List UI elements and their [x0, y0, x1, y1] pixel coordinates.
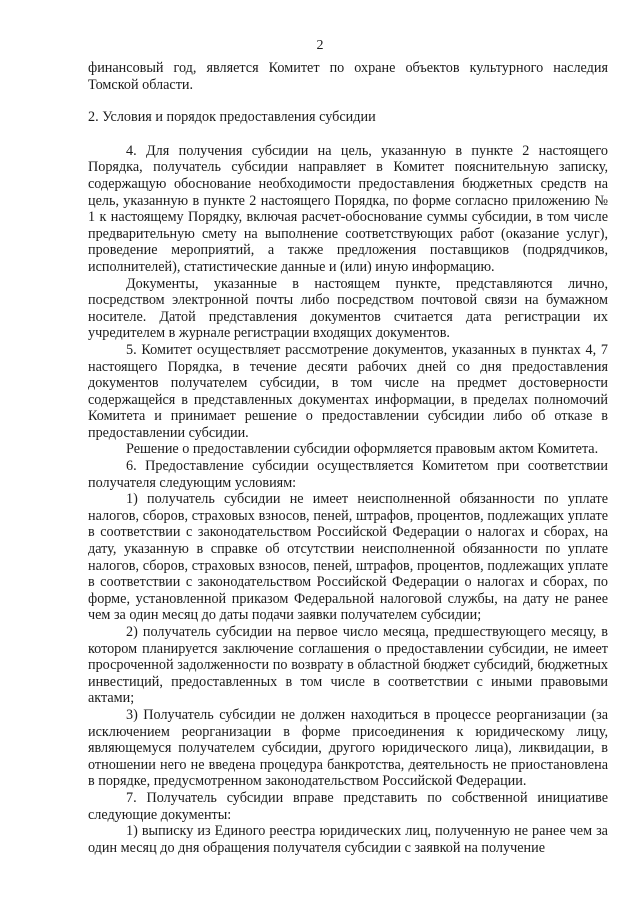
- paragraph-6: 6. Предоставление субсидии осуществляется Комитетом при соответствии получателя следующим условиям:: [88, 458, 608, 491]
- paragraph-5: 5. Комитет осуществляет рассмотрение документов, указанных в пунктах 4, 7 настоящего Порядка, в течение десяти рабочих дней со дня предоставления документов получателем субсидии, в том числе на предмет достоверности содержащейся в представленных документах информации, в пределах полномочий Комитета и принимает решение о предоставлении субсидии либо об отказе в предоставлении субсидии.: [88, 341, 608, 441]
- paragraph-4: 4. Для получения субсидии на цель, указанную в пункте 2 настоящего Порядка, получатель субсидии направляет в Комитет пояснительную записку, содержащую обоснование необходимости предоставления бюджетных средств на цель, указанную в пункте 2 настоящего Порядка, по форме согласно приложению № 1 к настоящему Порядку, включая расчет-обоснование суммы субсидии, в том числе предварительную смету на выполнение соответствующих работ (оказание услуг), проведение мероприятий, а также предложения поставщиков (подрядчиков, исполнителей), статистические данные и (или) иную информацию.: [88, 142, 608, 275]
- condition-3: 3) Получатель субсидии не должен находиться в процессе реорганизации (за исключением реорганизации в форме присоединения к юридическому лицу, являющемуся получателем субсидии, другого юридического лица), ликвидации, в отношении него не введена процедура банкротства, деятельность не приостановлена в порядке, предусмотренном законодательством Российской Федерации.: [88, 706, 608, 790]
- paragraph-decision: Решение о предоставлении субсидии оформляется правовым актом Комитета.: [126, 441, 599, 458]
- document-body: [88, 60, 608, 856]
- condition-1: 1) получатель субсидии не имеет неисполненной обязанности по уплате налогов, сборов, страховых взносов, пеней, штрафов, процентов, подлежащих уплате в соответствии с законодательством Российской Федерации о налогах и сборах, на дату, указанную в справке об отсутствии неисполненной обязанности по уплате налогов, сборов, страховых взносов, пеней, штрафов, процентов, подлежащих уплате в соответствии с законодательством Российской Федерации о налогах и сборах, по форме, установленной приказом Федеральной налоговой службы, на дату не ранее чем за один месяц до даты подачи заявки получателем субсидии;: [88, 491, 608, 624]
- paragraph-documents-submission: Документы, указанные в настоящем пункте, представляются лично, посредством электронной почты либо посредством почтовой связи на бумажном носителе. Датой представления документов считается дата регистрации их учредителем в журнале регистрации входящих документов.: [88, 275, 608, 342]
- condition-2: 2) получатель субсидии на первое число месяца, предшествующего месяцу, в котором планируется заключение соглашения о предоставлении субсидии, не имеет просроченной задолженности по возврату в областной бюджет субсидий, бюджетных инвестиций, предоставленных в том числе в соответствии с иными правовыми актами;: [88, 624, 608, 707]
- paragraph-7: 7. Получатель субсидии вправе представить по собственной инициативе следующие документы:: [88, 789, 608, 823]
- document-item-1: 1) выписку из Единого реестра юридических лиц, полученную не ранее чем за один месяц до дня обращения получателя субсидии с заявкой на получение: [88, 823, 608, 856]
- section-heading: 2. Условия и порядок предоставления субсидии: [88, 109, 376, 126]
- intro-paragraph: финансовый год, является Комитет по охране объектов культурного наследия Томской области.: [88, 60, 608, 93]
- page-number: 2: [316, 38, 324, 53]
